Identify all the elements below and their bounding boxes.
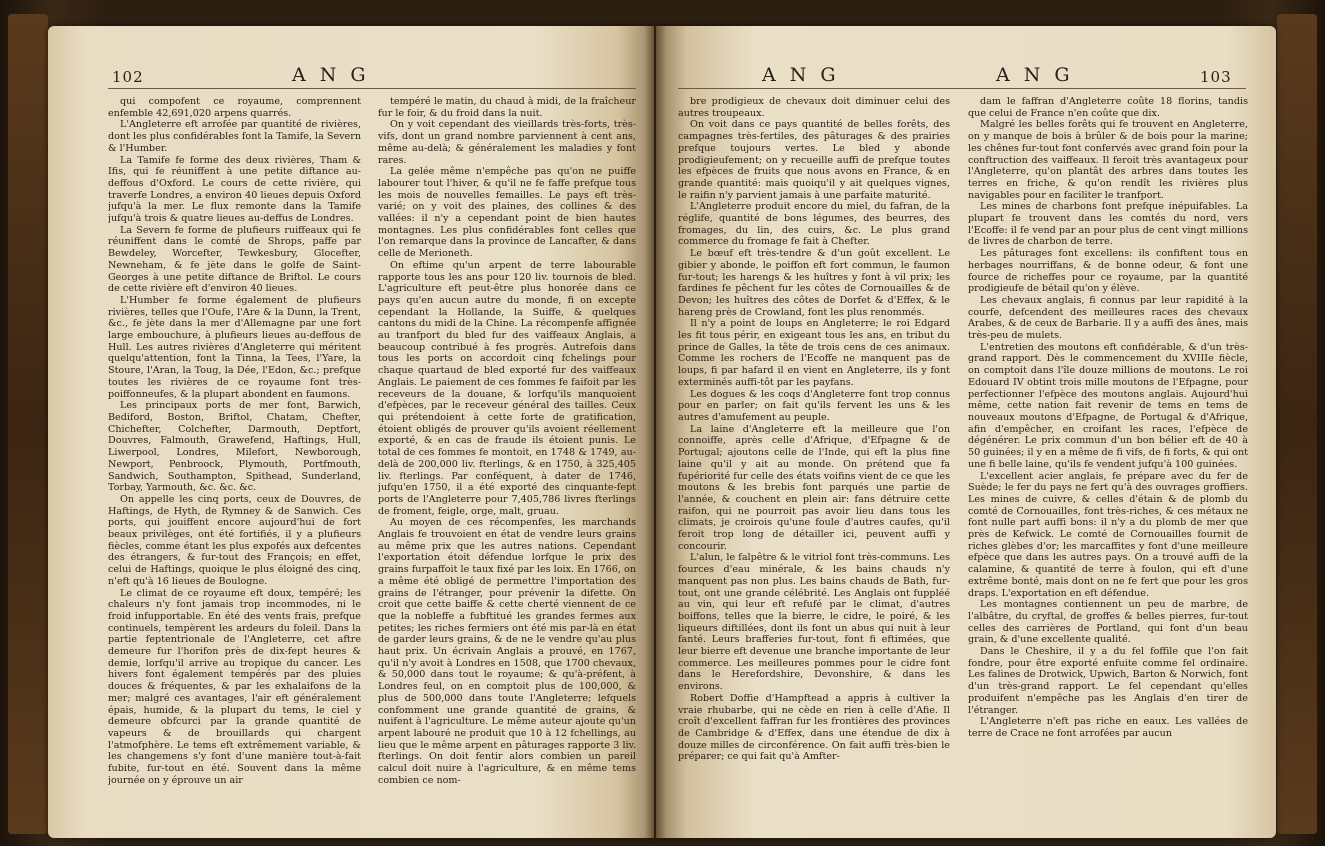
paragraph: qui compofent ce royaume, comprennent enfemble 42,691,020 arpens quarrés. bbox=[108, 96, 361, 119]
left-column-1 bbox=[108, 96, 361, 838]
paragraph: Le bœuf eft très-tendre & d'un goût excellent. Le gibier y abonde, le poiffon eft fort commun, le faumon fur-tout; les harengs & les huîtres y font à vil prix; les fardines fe pêchent fur les côtes de Cornouailles & de Devon; les huîtres des côtes de Dorfet & d'Effex, & le hareng près de Crowland, font les plus renommés. bbox=[678, 248, 950, 318]
paragraph: bre prodigieux de chevaux doit diminuer celui des autres troupeaux. bbox=[678, 96, 950, 119]
right-running-head-1: A N G bbox=[762, 64, 840, 86]
paragraph: La Severn fe forme de plufieurs ruiffeaux qui fe réuniffent dans le comté de Shrops, paffe par Bewdeley, Worcefter, Tewkesbury, Glocefter, Newneham, & fe jète dans le golfe de Saint-Georges à une petite diftance de Briftol. Le cours de cette rivière eft d'environ 40 lieues. bbox=[108, 224, 361, 295]
paragraph: Les chevaux anglais, fi connus par leur rapidité à la courfe, defcendent des meilleures races des chevaux Arabes, & de ceux de Barbarie. Il y a auffi des ânes, mais très-peu de mulets. bbox=[968, 294, 1248, 342]
paragraph: Dans le Cheshire, il y a du fel foffile que l'on fait fondre, pour être exporté enfuite comme fel ordinaire. Les falines de Drotwick, Upwich, Barton & Norwich, font d'un très-grand rapport. Le fel cependant qu'elles produifent n'empêche pas les Anglais d'en tirer de l'étranger. bbox=[968, 646, 1248, 716]
left-page-number: 102 bbox=[112, 68, 144, 86]
right-header-rule bbox=[678, 88, 1246, 89]
paragraph: dam le faffran d'Angleterre coûte 18 florins, tandis que celui de France n'en coûte que dix. bbox=[968, 96, 1248, 119]
paragraph: Les principaux ports de mer font, Barwich, Bediford, Boston, Briftol, Chatam, Chefter, Chichefter, Colchefter, Darmouth, Deptfort, Douvres, Falmouth, Grawefend, Haftings, Hull, Liwerpool, Londres, Milefort, Newborough, Newport, Penbroock, Plymouth, Portfmouth, Sandwich, Southampton, Spithead, Sunderland, Torbay, Yarmouth, &c. &c. &c. bbox=[108, 400, 361, 494]
paragraph: La gelée même n'empêche pas qu'on ne puiffe labourer tout l'hiver, & qu'il ne fe faffe prefque tous les mois de nouvelles femailles. Le pays eft très-varié; on y voit des plaines, des collines & des vallées: il n'y a cependant point de bien hautes montagnes. Les plus confidérables font celles que l'on remarque dans la province de Lancafter, & dans celle de Merioneth. bbox=[378, 166, 636, 260]
paragraph: L'entretien des moutons eft confidérable, & d'un très-grand rapport. Dès le commencement du XVIIIe fiècle, on comptoit dans l'île douze millions de moutons. Le roi Edouard IV obtint trois mille moutons de l'Efpagne, pour perfectionner l'efpèce des moutons anglais. Aujourd'hui même, cette nation fait revenir de tems en tems de nouveaux moutons d'Efpagne, de Portugal & d'Afrique, afin d'empêcher, en croifant les races, l'efpèce de dégénérer. Le prix commun d'un bon bélier eft de 40 à 50 guinées; il y en a même de fi vifs, de fi forts, & qui ont une fi belle laine, qu'ils fe vendent jufqu'à 100 guinées. bbox=[968, 341, 1248, 470]
right-column-1 bbox=[678, 96, 950, 838]
paragraph: tempéré le matin, du chaud à midi, de la fraîcheur fur le foir, & du froid dans la nuit. bbox=[378, 96, 636, 119]
left-page bbox=[48, 26, 654, 838]
paragraph: On y voit cependant des vieillards très-forts, très-vifs, dont un grand nombre parviennent à cent ans, même au-delà; & généralement les maladies y font rares. bbox=[378, 119, 636, 166]
paragraph: On voit dans ce pays quantité de belles forêts, des campagnes très-fertiles, des pâturages & des prairies prefque toujours vertes. Le bled y abonde prodigieufement; on y recueille auffi de prefque toutes les efpèces de fruits que nous avons en France, & en grande quantité: mais quoiqu'il y ait quelques vignes, le raifin n'y parvient jamais à une parfaite maturité. bbox=[678, 119, 950, 201]
left-header-rule bbox=[108, 88, 636, 89]
left-column-2 bbox=[378, 96, 636, 838]
paragraph: La laine d'Angleterre eft la meilleure que l'on connoiffe, après celle d'Afrique, d'Efpagne & de Portugal; ajoutons celle de l'Inde, qui eft la plus fine laine qu'il y ait au monde. On prétend que fa fupériorité fur celle des états voifins vient de ce que les moutons & les brebis font parqués une partie de l'année, & couchent en plein air: fans détruire cette raifon, qui ne pourroit pas avoir lieu dans tous les climats, je croirois qu'une foule d'autres caufes, qu'il feroit trop long de détailler ici, peuvent auffi y concourir. bbox=[678, 423, 950, 552]
paragraph: L'Angleterre produit encore du miel, du fafran, de la réglife, quantité de bons légumes, des beurres, des fromages, du lin, des cuirs, &c. Le plus grand commerce du fromage fe fait à Chefter. bbox=[678, 201, 950, 248]
right-column-2 bbox=[968, 96, 1248, 838]
right-page-number: 103 bbox=[1200, 68, 1232, 86]
book-gutter bbox=[644, 26, 666, 838]
paragraph: Les montagnes contiennent un peu de marbre, de l'albâtre, du cryftal, de groffes & belles pierres, fur-tout celles des carrières de Portland, qui font d'un beau grain, & d'une excellente qualité. bbox=[968, 599, 1248, 646]
paragraph: Le climat de ce royaume eft doux, tempéré; les chaleurs n'y font jamais trop incommodes, ni le froid infupportable. En été des vents frais, prefque continuels, tempèrent les ardeurs du foleil. Dans la partie feptentrionale de l'Angleterre, cet aftre demeure fur l'horifon près de dix-fept heures & demie, lorfqu'il arrive au tropique du cancer. Les hivers font également tempérés par des pluies douces & fréquentes, & par les exhalaifons de la mer; malgré ces avantages, l'air eft généralement épais, humide, & la plupart du tems, le ciel y demeure obfcurci par la grande quantité de vapeurs & de brouillards qui chargent l'atmofphère. Le tems eft extrêmement variable, & les changemens s'y font d'une manière tout-à-fait fubite, fur-tout en été. Souvent dans la même journée on y éprouve un air bbox=[108, 587, 361, 786]
paragraph: Les dogues & les coqs d'Angleterre font trop connus pour en parler; on fait qu'ils fervent les uns & les autres d'amufement au peuple. bbox=[678, 388, 950, 423]
left-running-head: A N G bbox=[292, 64, 370, 86]
paragraph: Robert Doffie d'Hampftead a appris à cultiver la vraie rhubarbe, qui ne cède en rien à celle d'Afie. Il croît d'excellent faffran fur les frontières des provinces de Cambridge & d'Effex, dans une étendue de dix à douze milles de circonférence. On fait auffi très-bien le préparer; ce qui fait qu'à Amfter- bbox=[678, 692, 950, 763]
paragraph: Les mines de charbons font prefque inépuifables. La plupart fe trouvent dans les comtés du nord, vers l'Ecoffe: il fe vend par an pour plus de cent vingt millions de livres de charbon de terre. bbox=[968, 201, 1248, 248]
paragraph: On eftime qu'un arpent de terre labourable rapporte tous les ans pour 120 liv. tournois de bled. L'agriculture eft peut-être plus honorée dans ce pays qu'en aucun autre du monde, fi on excepte cependant la Hollande, la Suiffe, & quelques cantons du midi de la Chine. La récompenfe affignée au tranfport du bled fur des vaiffeaux Anglais, a beaucoup contribué à fes progrès. Autrefois dans tous les ports on accordoit cinq fchelings pour chaque quartaud de bled exporté fur des vaiffeaux Anglais. Le paiement de ces fommes fe faifoit par les receveurs de la douane, & lorfqu'ils manquoient d'efpèces, par le receveur général des tailles. Ceux qui prétendoient à cette forte de gratification, étoient obligés de prouver qu'ils avoient réellement exporté, & en cas de fraude ils étoient punis. Le total de ces fommes fe montoit, en 1748 & 1749, au-delà de 200,000 liv. fterlings, & en 1750, à 325,405 liv. fterlings. Par conféquent, à dater de 1746, jufqu'en 1750, il a été exporté des cinquante-fept ports de l'Angleterre pour 7,405,786 livres fterlings de froment, feigle, orge, malt, gruau. bbox=[378, 259, 636, 517]
paragraph: Il n'y a point de loups en Angleterre; le roi Edgard les fit tous périr, en exigeant tous les ans, en tribut du prince de Galles, la tête de trois cens de ces animaux. Comme les rochers de l'Ecoffe ne manquent pas de loups, fi par hafard il en vient en Angleterre, ils y font exterminés auffi-tôt par les payfans. bbox=[678, 318, 950, 388]
paragraph: La Tamife fe forme des deux rivières, Tham & Ifis, qui fe réuniffent à une petite diftance au-deffous d'Oxford. Le cours de cette rivière, qui traverfe Londres, a environ 40 lieues depuis Oxford jufqu'à la mer. Le flux remonte dans la Tamife jufqu'à trois & quatre lieues au-deffus de Londres. bbox=[108, 154, 361, 225]
paragraph: Malgré les belles forêts qui fe trouvent en Angleterre, on y manque de bois à brûler & de bois pour la marine; les chênes fur-tout font confervés avec grand foin pour la conftruction des vaiffeaux. Il feroit très avantageux pour l'Angleterre, qu'on plantât des arbres dans toutes les terres en friche, & qu'on rendît les rivières plus navigables pour en faciliter le tranfport. bbox=[968, 119, 1248, 201]
right-page bbox=[656, 26, 1276, 838]
paragraph: Au moyen de ces récompenfes, les marchands Anglais fe trouvoient en état de vendre leurs grains au même prix que les autres nations. Cependant l'exportation étoit défendue lorfque le prix des grains furpaffoit le taux fixé par les loix. En 1766, on a même été obligé de permettre l'importation des grains de l'étranger, pour prévenir la difette. On croit que cette baiffe & cette cherté viennent de ce que la nobleffe a fubftitué les grandes fermes aux petites; les riches fermiers ont été mis par-là en état de garder leurs grains, & de ne le vendre qu'au plus haut prix. Un écrivain Anglais a prouvé, en 1767, qu'il n'y avoit à Londres en 1508, que 1700 chevaux, & 50,000 dans tout le royaume; & qu'à-préfent, à Londres feul, on en comptoit plus de 100,000, & plus de 500,000 dans toute l'Angleterre; lefquels confomment une grande quantité de grains, & nuifent à l'agriculture. Le même auteur ajoute qu'un arpent labouré ne produit que 10 à 12 fchellings, au lieu que le même arpent en pâturages rapporte 3 liv. fterlings. On doit fentir alors combien un pareil calcul doit nuire à l'agriculture, & en même tems combien ce nom- bbox=[378, 517, 636, 786]
paragraph: On appelle les cinq ports, ceux de Douvres, de Haftings, de Hyth, de Rymney & de Sanwich. Ces ports, qui jouiffent encore aujourd'hui de fort beaux privilèges, ont été fortifiés, il y a plufieurs fiècles, comme étant les plus expofés aux defcentes des étrangers, & fur-tout des François; en effet, celui de Haftings, quoique le plus éloigné des cinq, n'eft qu'à 16 lieues de Boulogne. bbox=[108, 493, 361, 587]
paragraph: L'Angleterre eft arrofée par quantité de rivières, dont les plus confidérables font la Tamife, la Severn & l'Humber. bbox=[108, 119, 361, 154]
book-cover-left bbox=[8, 14, 48, 834]
book-cover-right bbox=[1277, 14, 1317, 834]
paragraph: L'excellent acier anglais, fe prépare avec du fer de Suède; le fer du pays ne fert qu'à des ouvrages groffiers. Les mines de cuivre, & celles d'étain & de plomb du comté de Cornouailles, font très-riches, & ces métaux ne font nulle part auffi bons: il n'y a du plomb de mer que près de Kefwick. Le comté de Cornouailles fournit de riches glèbes d'or; les marcaffites y font d'une meilleure efpèce que dans les autres pays. On a trouvé auffi de la calamine, & quantité de terre à foulon, qui eft d'une extrême bonté, mais dont on ne fe fert que pour les gros draps. L'exportation en eft défendue. bbox=[968, 470, 1248, 599]
right-running-head-2: A N G bbox=[996, 64, 1074, 86]
paragraph: L'alun, le falpêtre & le vitriol font très-communs. Les fources d'eau minérale, & les bains chauds n'y manquent pas non plus. Les bains chauds de Bath, fur-tout, ont une grande célébrité. Les Anglais ont fuppléé au vin, qui leur eft refufé par le climat, d'autres boiffons, telles que la bierre, le cidre, le poiré, & les liqueurs diftillées, dont ils font un abus qui nuit à leur fanté. Leurs brafferies fur-tout, font fi eftimées, que leur bierre eft devenue une branche importante de leur commerce. Les meilleures pommes pour le cidre font dans le Herefordshire, Devonshire, & dans les environs. bbox=[678, 552, 950, 693]
paragraph: Les pâturages font excellens: ils confiftent tous en herbages nourriffans, & de bonne odeur, & font une fource de richeffes pour ce royaume, par la quantité prodigieufe de bétail qu'on y élève. bbox=[968, 248, 1248, 295]
paragraph: L'Angleterre n'eft pas riche en eaux. Les vallées de terre de Crace ne font arrofées par aucun bbox=[968, 716, 1248, 739]
paragraph: L'Humber fe forme également de plufieurs rivières, telles que l'Oufe, l'Are & la Dunn, la Trent, &c., fe jète dans la mer d'Allemagne par une fort large embouchure, à plufieurs lieues au-deffous de Hull. Les autres rivières d'Angleterre qui méritent quelqu'attention, font la Tinna, la Tees, l'Yare, la Stoure, l'Aran, la Toug, la Dée, l'Edon, &c.; prefque toutes les rivières de ce royaume font très-poiffonneufes, & la plupart abondent en faumons. bbox=[108, 294, 361, 400]
